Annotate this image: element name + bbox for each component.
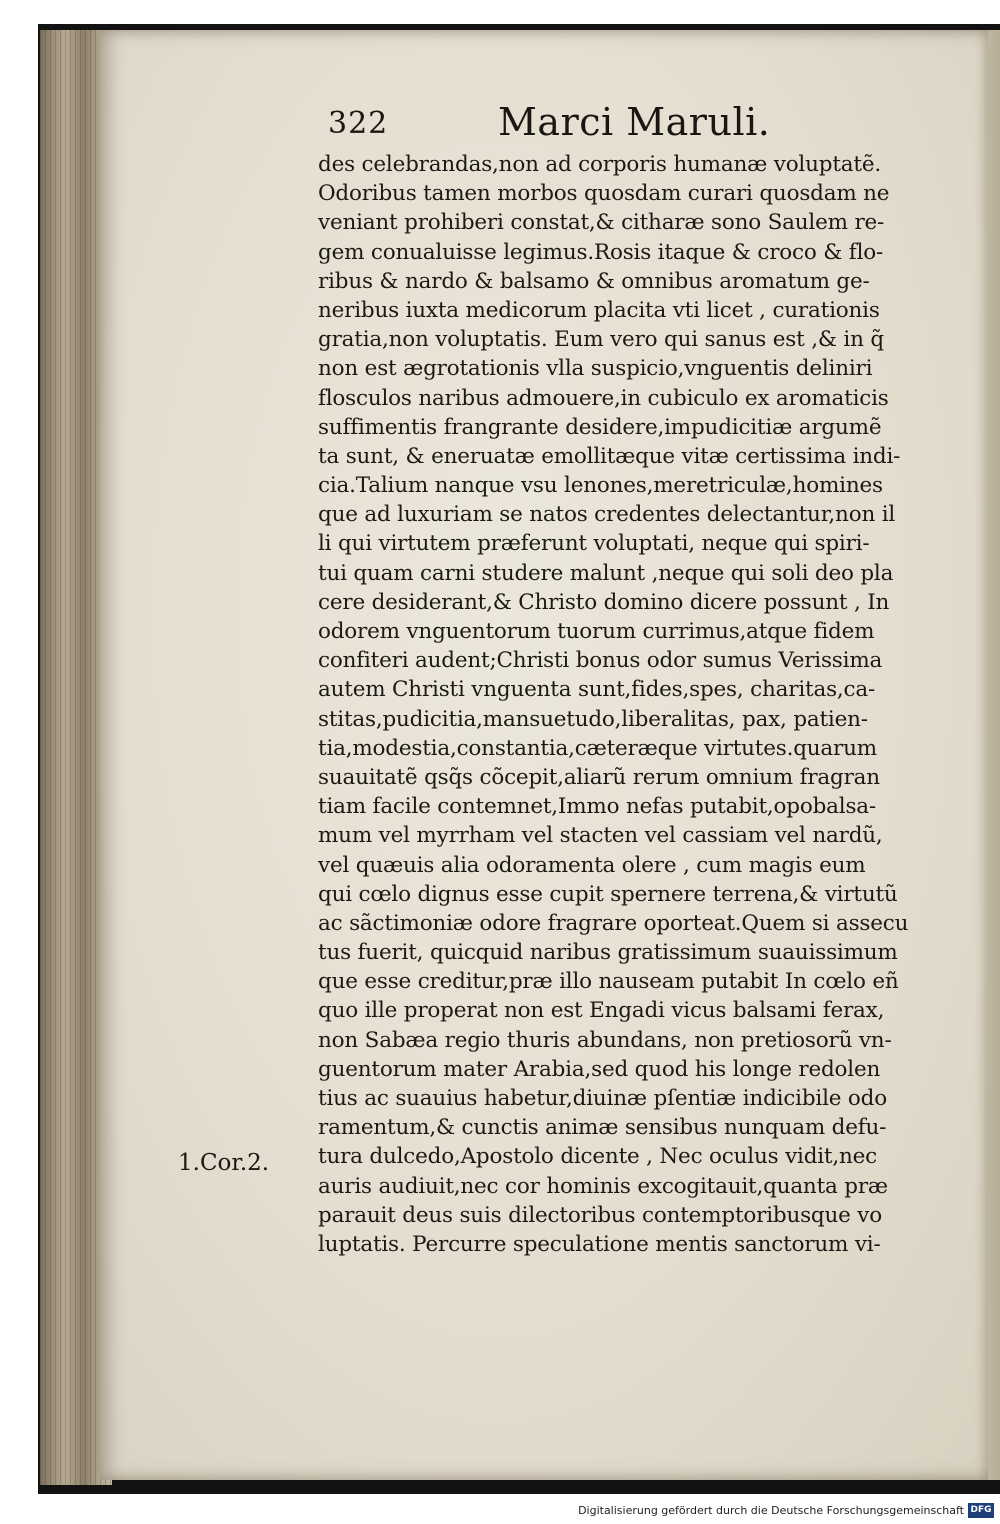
running-title: Marci Maruli.	[498, 100, 771, 144]
text-line: tus fuerit, quicquid naribus gratissimum suauissimum	[318, 940, 898, 966]
text-line: gem conualuisse legimus.Rosis itaque & croco & flo-	[318, 239, 884, 265]
text-line: gratia,non voluptatis. Eum vero qui sanus est ,& in q̃	[318, 327, 884, 353]
footer-bar	[0, 1500, 1000, 1524]
text-line: confiteri audent;Christi bonus odor sumus Verissima	[318, 648, 883, 674]
text-line: odorem vnguentorum tuorum currimus,atque fidem	[318, 619, 875, 644]
text-line: tiam facile contemnet,Immo nefas putabit,opobalsa-	[318, 794, 876, 820]
text-line: veniant prohiberi constat,& citharæ sono Saulem re-	[318, 210, 885, 236]
text-line: auris audiuit,nec cor hominis excogitauit,quanta præ	[318, 1173, 888, 1199]
marginal-reference: 1.Cor.2.	[178, 1150, 270, 1176]
text-line: ta sunt, & eneruatæ emollitæque vitæ certissima indi-	[318, 443, 901, 469]
text-line: guentorum mater Arabia,sed quod his longe redolen	[318, 1056, 881, 1082]
text-line: ac sãctimoniæ odore fragrare oporteat.Quem si assecu	[318, 910, 909, 936]
text-line: ramentum,& cunctis animæ sensibus nunquam defu-	[318, 1115, 887, 1141]
page-header	[328, 100, 968, 144]
text-line: flosculos naribus admouere,in cubiculo ex aromaticis	[318, 385, 889, 411]
text-line: tura dulcedo,Apostolo dicente , Nec oculus vidit,nec	[318, 1144, 878, 1170]
text-line: luptatis. Percurre speculatione mentis sanctorum vi-	[318, 1231, 881, 1257]
text-line: neribus iuxta medicorum placita vti licet , curationis	[318, 297, 880, 323]
text-line: parauit deus suis dilectoribus contemptoribusque vo	[318, 1202, 882, 1228]
text-line: ribus & nardo & balsamo & omnibus aromatum ge-	[318, 268, 870, 294]
text-line: Odoribus tamen morbos quosdam curari quosdam ne	[318, 181, 890, 207]
text-line: quo ille properat non est Engadi vicus balsami ferax,	[318, 998, 885, 1024]
text-line: stitas,pudicitia,mansuetudo,liberalitas, pax, patien-	[318, 706, 868, 732]
funding-credit: Digitalisierung gefördert durch die Deutsche Forschungsgemeinschaft	[578, 1504, 964, 1517]
text-line: li qui virtutem præferunt voluptati, neque qui spiri-	[318, 531, 870, 557]
text-line: suffimentis frangrante desidere,impudicitiæ argumẽ	[318, 414, 882, 440]
text-line: tius ac suauius habetur,diuinæ pſentiæ indicibile odo	[318, 1086, 887, 1111]
body-text	[318, 150, 958, 1259]
text-line: que esse creditur,præ illo nauseam putabit In cœlo eñ	[318, 969, 899, 995]
text-line: que ad luxuriam se natos credentes delectantur,non il	[318, 502, 896, 528]
text-line: suauitatẽ qsq̃s cõcepit,aliarũ rerum omnium fragran	[318, 764, 880, 790]
text-line: tia,modestia,constantia,cæteræque virtutes.quarum	[318, 735, 877, 761]
text-line: tui quam carni studere malunt ,neque qui soli deo pla	[318, 560, 894, 586]
text-line: des celebrandas,non ad corporis humanæ voluptatẽ.	[318, 152, 881, 177]
text-line: qui cœlo dignus esse cupit spernere terrena,& virtutũ	[318, 881, 898, 907]
text-line: cere desiderant,& Christo domino dicere possunt , In	[318, 589, 890, 615]
text-line: vel quæuis alia odoramenta olere , cum magis eum	[318, 852, 866, 878]
text-line: non Sabæa regio thuris abundans, non pretiosorũ vn-	[318, 1027, 892, 1053]
page-number: 322	[328, 106, 389, 141]
text-line: mum vel myrrham vel stacten vel cassiam vel nardũ,	[318, 823, 883, 849]
dfg-logo-icon: DFG	[968, 1503, 994, 1518]
text-line: autem Christi vnguenta sunt,fides,spes, charitas,ca-	[318, 677, 876, 703]
text-line: cia.Talium nanque vsu lenones,meretriculæ,homines	[318, 473, 883, 499]
text-line: non est ægrotationis vlla suspicio,vnguentis deliniri	[318, 356, 873, 382]
